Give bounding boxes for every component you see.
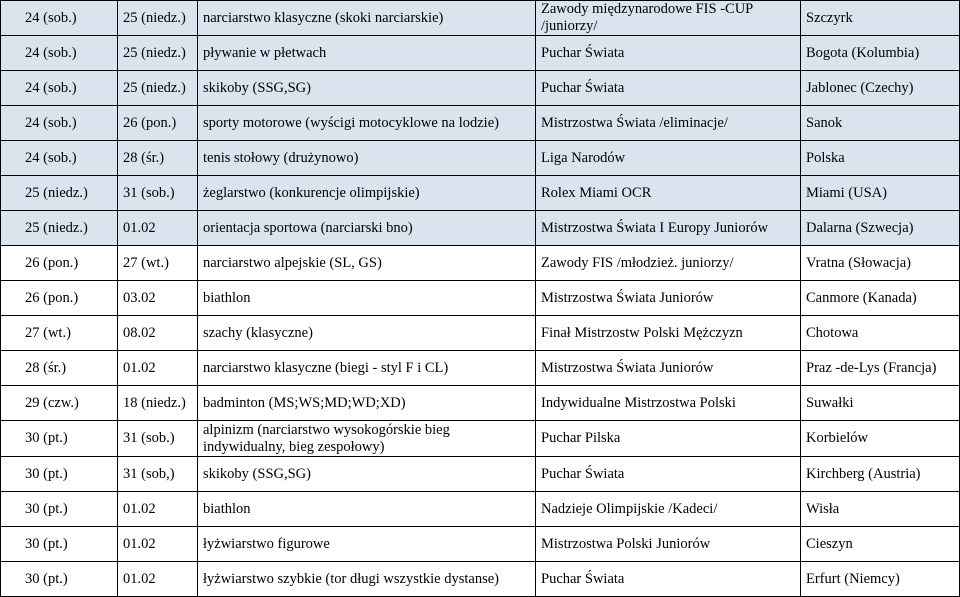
start-date-cell: 30 (pt.) (1, 527, 118, 562)
place-cell: Polska (801, 141, 960, 176)
event-cell: Mistrzostwa Świata Juniorów (536, 351, 801, 386)
end-date-cell: 28 (śr.) (118, 141, 198, 176)
start-date-cell: 24 (sob.) (1, 36, 118, 71)
place-cell: Praz -de-Lys (Francja) (801, 351, 960, 386)
place-cell: Sanok (801, 106, 960, 141)
start-date-cell: 30 (pt.) (1, 492, 118, 527)
place-cell: Wisła (801, 492, 960, 527)
end-date-cell: 26 (pon.) (118, 106, 198, 141)
place-cell: Miami (USA) (801, 176, 960, 211)
end-date-cell: 01.02 (118, 562, 198, 597)
start-date-cell: 30 (pt.) (1, 421, 118, 457)
discipline-cell: szachy (klasyczne) (198, 316, 536, 351)
place-cell: Kirchberg (Austria) (801, 457, 960, 492)
end-date-cell: 25 (niedz.) (118, 36, 198, 71)
table-row (1, 492, 960, 527)
table-row (1, 457, 960, 492)
start-date-cell: 25 (niedz.) (1, 211, 118, 246)
table-row (1, 211, 960, 246)
table-row (1, 1, 960, 36)
event-cell: Nadzieje Olimpijskie /Kadeci/ (536, 492, 801, 527)
end-date-cell: 25 (niedz.) (118, 1, 198, 36)
discipline-cell: biathlon (198, 281, 536, 316)
table-row (1, 246, 960, 281)
start-date-cell: 24 (sob.) (1, 1, 118, 36)
discipline-cell: żeglarstwo (konkurencje olimpijskie) (198, 176, 536, 211)
event-cell: Puchar Świata (536, 71, 801, 106)
place-cell: Bogota (Kolumbia) (801, 36, 960, 71)
event-cell: Rolex Miami OCR (536, 176, 801, 211)
end-date-cell: 01.02 (118, 492, 198, 527)
schedule-body (1, 1, 960, 597)
end-date-cell: 25 (niedz.) (118, 71, 198, 106)
discipline-cell: łyżwiarstwo szybkie (tor długi wszystkie dystanse) (198, 562, 536, 597)
end-date-cell: 08.02 (118, 316, 198, 351)
discipline-cell: badminton (MS;WS;MD;WD;XD) (198, 386, 536, 421)
start-date-cell: 24 (sob.) (1, 106, 118, 141)
end-date-cell: 31 (sob.) (118, 421, 198, 457)
event-cell: Zawody międzynarodowe FIS -CUP /juniorzy/ (536, 1, 801, 36)
event-cell: Puchar Świata (536, 457, 801, 492)
start-date-cell: 30 (pt.) (1, 562, 118, 597)
end-date-cell: 01.02 (118, 527, 198, 562)
end-date-cell: 31 (sob,) (118, 457, 198, 492)
discipline-cell: łyżwiarstwo figurowe (198, 527, 536, 562)
place-cell: Cieszyn (801, 527, 960, 562)
place-cell: Jablonec (Czechy) (801, 71, 960, 106)
event-cell: Puchar Pilska (536, 421, 801, 457)
end-date-cell: 27 (wt.) (118, 246, 198, 281)
discipline-cell: skikoby (SSG,SG) (198, 457, 536, 492)
discipline-cell: narciarstwo alpejskie (SL, GS) (198, 246, 536, 281)
start-date-cell: 24 (sob.) (1, 71, 118, 106)
table-row (1, 351, 960, 386)
event-cell: Mistrzostwa Świata /eliminacje/ (536, 106, 801, 141)
end-date-cell: 31 (sob.) (118, 176, 198, 211)
event-cell: Puchar Świata (536, 562, 801, 597)
discipline-cell: narciarstwo klasyczne (skoki narciarskie) (198, 1, 536, 36)
discipline-cell: narciarstwo klasyczne (biegi - styl F i CL) (198, 351, 536, 386)
start-date-cell: 30 (pt.) (1, 457, 118, 492)
place-cell: Suwałki (801, 386, 960, 421)
end-date-cell: 01.02 (118, 351, 198, 386)
event-cell: Finał Mistrzostw Polski Mężczyzn (536, 316, 801, 351)
end-date-cell: 18 (niedz.) (118, 386, 198, 421)
end-date-cell: 01.02 (118, 211, 198, 246)
table-row (1, 106, 960, 141)
event-cell: Mistrzostwa Świata I Europy Juniorów (536, 211, 801, 246)
place-cell: Erfurt (Niemcy) (801, 562, 960, 597)
table-row (1, 421, 960, 457)
discipline-cell: pływanie w płetwach (198, 36, 536, 71)
table-row (1, 316, 960, 351)
place-cell: Canmore (Kanada) (801, 281, 960, 316)
discipline-cell: skikoby (SSG,SG) (198, 71, 536, 106)
event-cell: Mistrzostwa Świata Juniorów (536, 281, 801, 316)
event-cell: Liga Narodów (536, 141, 801, 176)
start-date-cell: 28 (śr.) (1, 351, 118, 386)
table-row (1, 386, 960, 421)
start-date-cell: 25 (niedz.) (1, 176, 118, 211)
discipline-cell: alpinizm (narciarstwo wysokogórskie bieg indywidualny, bieg zespołowy) (198, 421, 536, 457)
event-cell: Puchar Świata (536, 36, 801, 71)
place-cell: Chotowa (801, 316, 960, 351)
table-row (1, 36, 960, 71)
discipline-cell: tenis stołowy (drużynowo) (198, 141, 536, 176)
table-row (1, 562, 960, 597)
discipline-cell: orientacja sportowa (narciarski bno) (198, 211, 536, 246)
place-cell: Dalarna (Szwecja) (801, 211, 960, 246)
start-date-cell: 29 (czw.) (1, 386, 118, 421)
place-cell: Vratna (Słowacja) (801, 246, 960, 281)
table-row (1, 141, 960, 176)
end-date-cell: 03.02 (118, 281, 198, 316)
table-row (1, 281, 960, 316)
start-date-cell: 26 (pon.) (1, 281, 118, 316)
start-date-cell: 26 (pon.) (1, 246, 118, 281)
table-row (1, 527, 960, 562)
event-cell: Indywidualne Mistrzostwa Polski (536, 386, 801, 421)
place-cell: Szczyrk (801, 1, 960, 36)
discipline-cell: biathlon (198, 492, 536, 527)
place-cell: Korbielów (801, 421, 960, 457)
table-row (1, 176, 960, 211)
event-cell: Mistrzostwa Polski Juniorów (536, 527, 801, 562)
start-date-cell: 27 (wt.) (1, 316, 118, 351)
discipline-cell: sporty motorowe (wyścigi motocyklowe na lodzie) (198, 106, 536, 141)
start-date-cell: 24 (sob.) (1, 141, 118, 176)
event-cell: Zawody FIS /młodzież. juniorzy/ (536, 246, 801, 281)
table-row (1, 71, 960, 106)
